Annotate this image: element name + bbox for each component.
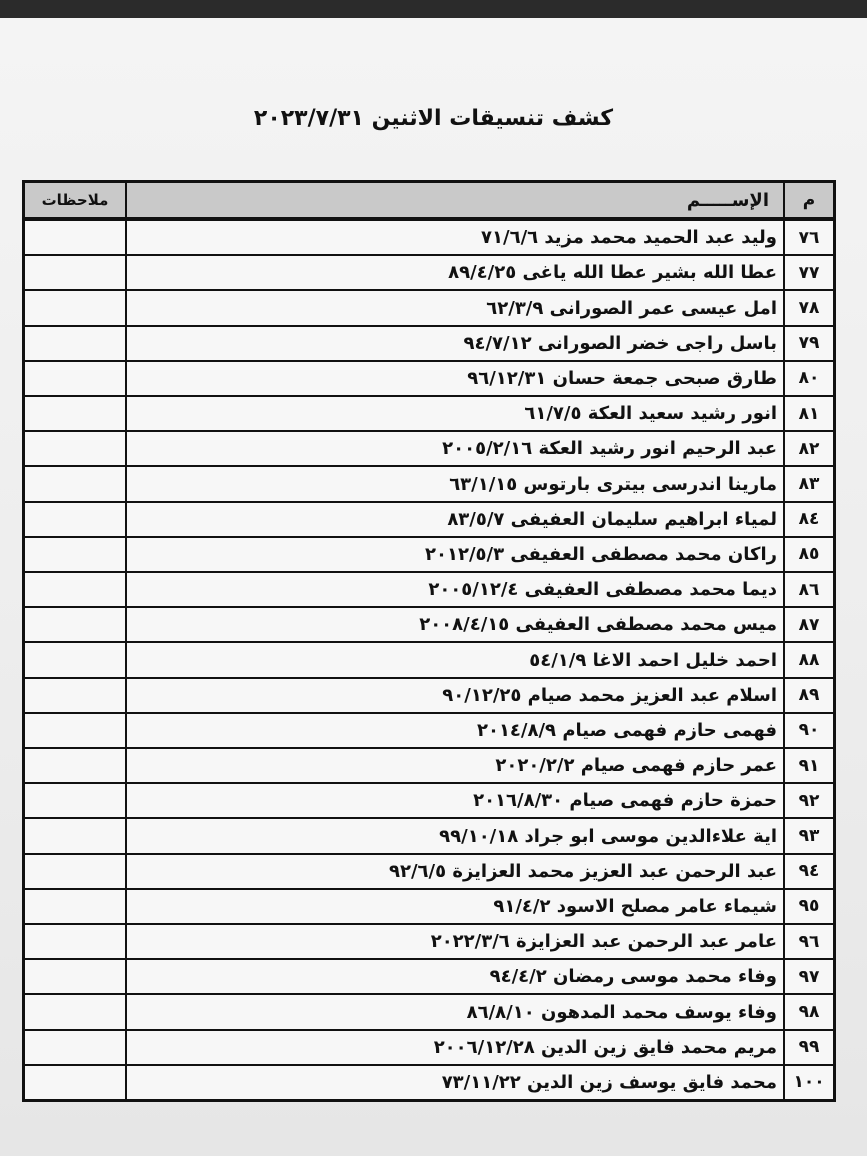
row-notes — [25, 1031, 125, 1064]
row-name: عبد الرحيم انور رشيد العكة ٢٠٠٥/٢/١٦ — [125, 432, 783, 465]
row-notes — [25, 221, 125, 254]
table-row — [25, 397, 833, 432]
row-name: مارينا اندرسى بيترى بارتوس ٦٣/١/١٥ — [125, 467, 783, 500]
row-notes — [25, 995, 125, 1028]
table-row — [25, 1066, 833, 1099]
row-num: ٩٨ — [783, 995, 833, 1028]
row-name: عطا الله بشير عطا الله ياغى ٨٩/٤/٢٥ — [125, 256, 783, 289]
table-row — [25, 819, 833, 854]
row-notes — [25, 855, 125, 888]
table-row — [25, 467, 833, 502]
row-name: عمر حازم فهمى صيام ٢٠٢٠/٢/٢ — [125, 749, 783, 782]
table-row — [25, 714, 833, 749]
row-name: مريم محمد فايق زين الدين ٢٠٠٦/١٢/٢٨ — [125, 1031, 783, 1064]
names-table — [22, 180, 836, 1102]
row-name: فهمى حازم فهمى صيام ٢٠١٤/٨/٩ — [125, 714, 783, 747]
row-num: ٨٥ — [783, 538, 833, 571]
row-notes — [25, 467, 125, 500]
row-notes — [25, 538, 125, 571]
table-row — [25, 679, 833, 714]
row-notes — [25, 714, 125, 747]
table-row — [25, 221, 833, 256]
table-header — [25, 183, 833, 221]
row-name: باسل راجى خضر الصورانى ٩٤/٧/١٢ — [125, 327, 783, 360]
row-notes — [25, 960, 125, 993]
row-notes — [25, 362, 125, 395]
row-num: ٩٥ — [783, 890, 833, 923]
row-name: لمياء ابراهيم سليمان العفيفى ٨٣/٥/٧ — [125, 503, 783, 536]
table-row — [25, 538, 833, 573]
row-num: ٨٣ — [783, 467, 833, 500]
row-name: اسلام عبد العزيز محمد صيام ٩٠/١٢/٢٥ — [125, 679, 783, 712]
row-notes — [25, 256, 125, 289]
row-num: ٨٦ — [783, 573, 833, 606]
row-name: ميس محمد مصطفى العفيفى ٢٠٠٨/٤/١٥ — [125, 608, 783, 641]
row-num: ٨٠ — [783, 362, 833, 395]
row-notes — [25, 819, 125, 852]
row-num: ٩١ — [783, 749, 833, 782]
table-row — [25, 362, 833, 397]
row-notes — [25, 432, 125, 465]
row-num: ٨٢ — [783, 432, 833, 465]
row-num: ٩٠ — [783, 714, 833, 747]
table-row — [25, 960, 833, 995]
row-name: احمد خليل احمد الاغا ٥٤/١/٩ — [125, 643, 783, 676]
row-name: محمد فايق يوسف زين الدين ٧٣/١١/٢٢ — [125, 1066, 783, 1099]
row-notes — [25, 1066, 125, 1099]
table-row — [25, 291, 833, 326]
row-name: وفاء يوسف محمد المدهون ٨٦/٨/١٠ — [125, 995, 783, 1028]
row-num: ٩٦ — [783, 925, 833, 958]
table-row — [25, 608, 833, 643]
row-name: شيماء عامر مصلح الاسود ٩١/٤/٢ — [125, 890, 783, 923]
row-num: ٨٨ — [783, 643, 833, 676]
row-notes — [25, 679, 125, 712]
table-row — [25, 432, 833, 467]
row-notes — [25, 573, 125, 606]
row-notes — [25, 291, 125, 324]
table-row — [25, 855, 833, 890]
row-notes — [25, 643, 125, 676]
row-num: ٨٧ — [783, 608, 833, 641]
row-num: ٩٤ — [783, 855, 833, 888]
row-name: وليد عبد الحميد محمد مزيد ٧١/٦/٦ — [125, 221, 783, 254]
table-row — [25, 749, 833, 784]
table-row — [25, 1031, 833, 1066]
row-name: ديما محمد مصطفى العفيفى ٢٠٠٥/١٢/٤ — [125, 573, 783, 606]
table-row — [25, 890, 833, 925]
row-notes — [25, 784, 125, 817]
row-notes — [25, 327, 125, 360]
row-num: ٨٩ — [783, 679, 833, 712]
row-num: ١٠٠ — [783, 1066, 833, 1099]
table-row — [25, 995, 833, 1030]
row-notes — [25, 749, 125, 782]
row-name: انور رشيد سعيد العكة ٦١/٧/٥ — [125, 397, 783, 430]
header-notes: ملاحظات — [41, 191, 109, 209]
table-row — [25, 784, 833, 819]
row-notes — [25, 608, 125, 641]
row-num: ٩٣ — [783, 819, 833, 852]
row-name: طارق صبحى جمعة حسان ٩٦/١٢/٣١ — [125, 362, 783, 395]
row-name: راكان محمد مصطفى العفيفى ٢٠١٢/٥/٣ — [125, 538, 783, 571]
row-name: عامر عبد الرحمن عبد العزايزة ٢٠٢٢/٣/٦ — [125, 925, 783, 958]
header-num: م — [783, 183, 833, 217]
row-num: ٧٦ — [783, 221, 833, 254]
row-notes — [25, 925, 125, 958]
row-num: ٩٢ — [783, 784, 833, 817]
row-num: ٧٧ — [783, 256, 833, 289]
row-num: ٩٧ — [783, 960, 833, 993]
row-name: وفاء محمد موسى رمضان ٩٤/٤/٢ — [125, 960, 783, 993]
row-num: ٧٩ — [783, 327, 833, 360]
table-row — [25, 925, 833, 960]
row-num: ٨١ — [783, 397, 833, 430]
table-row — [25, 503, 833, 538]
row-name: عبد الرحمن عبد العزيز محمد العزايزة ٩٢/٦/٥ — [125, 855, 783, 888]
paper-sheet — [0, 18, 867, 1156]
row-notes — [25, 503, 125, 536]
row-name: امل عيسى عمر الصورانى ٦٢/٣/٩ — [125, 291, 783, 324]
page-title: كشف تنسيقات الاثنين ٢٠٢٣/٧/٣١ — [253, 106, 614, 131]
table-row — [25, 256, 833, 291]
table-row — [25, 327, 833, 362]
row-num: ٧٨ — [783, 291, 833, 324]
row-notes — [25, 397, 125, 430]
row-num: ٨٤ — [783, 503, 833, 536]
row-name: اية علاءالدين موسى ابو جراد ٩٩/١٠/١٨ — [125, 819, 783, 852]
table-row — [25, 643, 833, 678]
row-notes — [25, 890, 125, 923]
table-row — [25, 573, 833, 608]
row-num: ٩٩ — [783, 1031, 833, 1064]
header-name: الإســـــم — [125, 183, 783, 217]
row-name: حمزة حازم فهمى صيام ٢٠١٦/٨/٣٠ — [125, 784, 783, 817]
